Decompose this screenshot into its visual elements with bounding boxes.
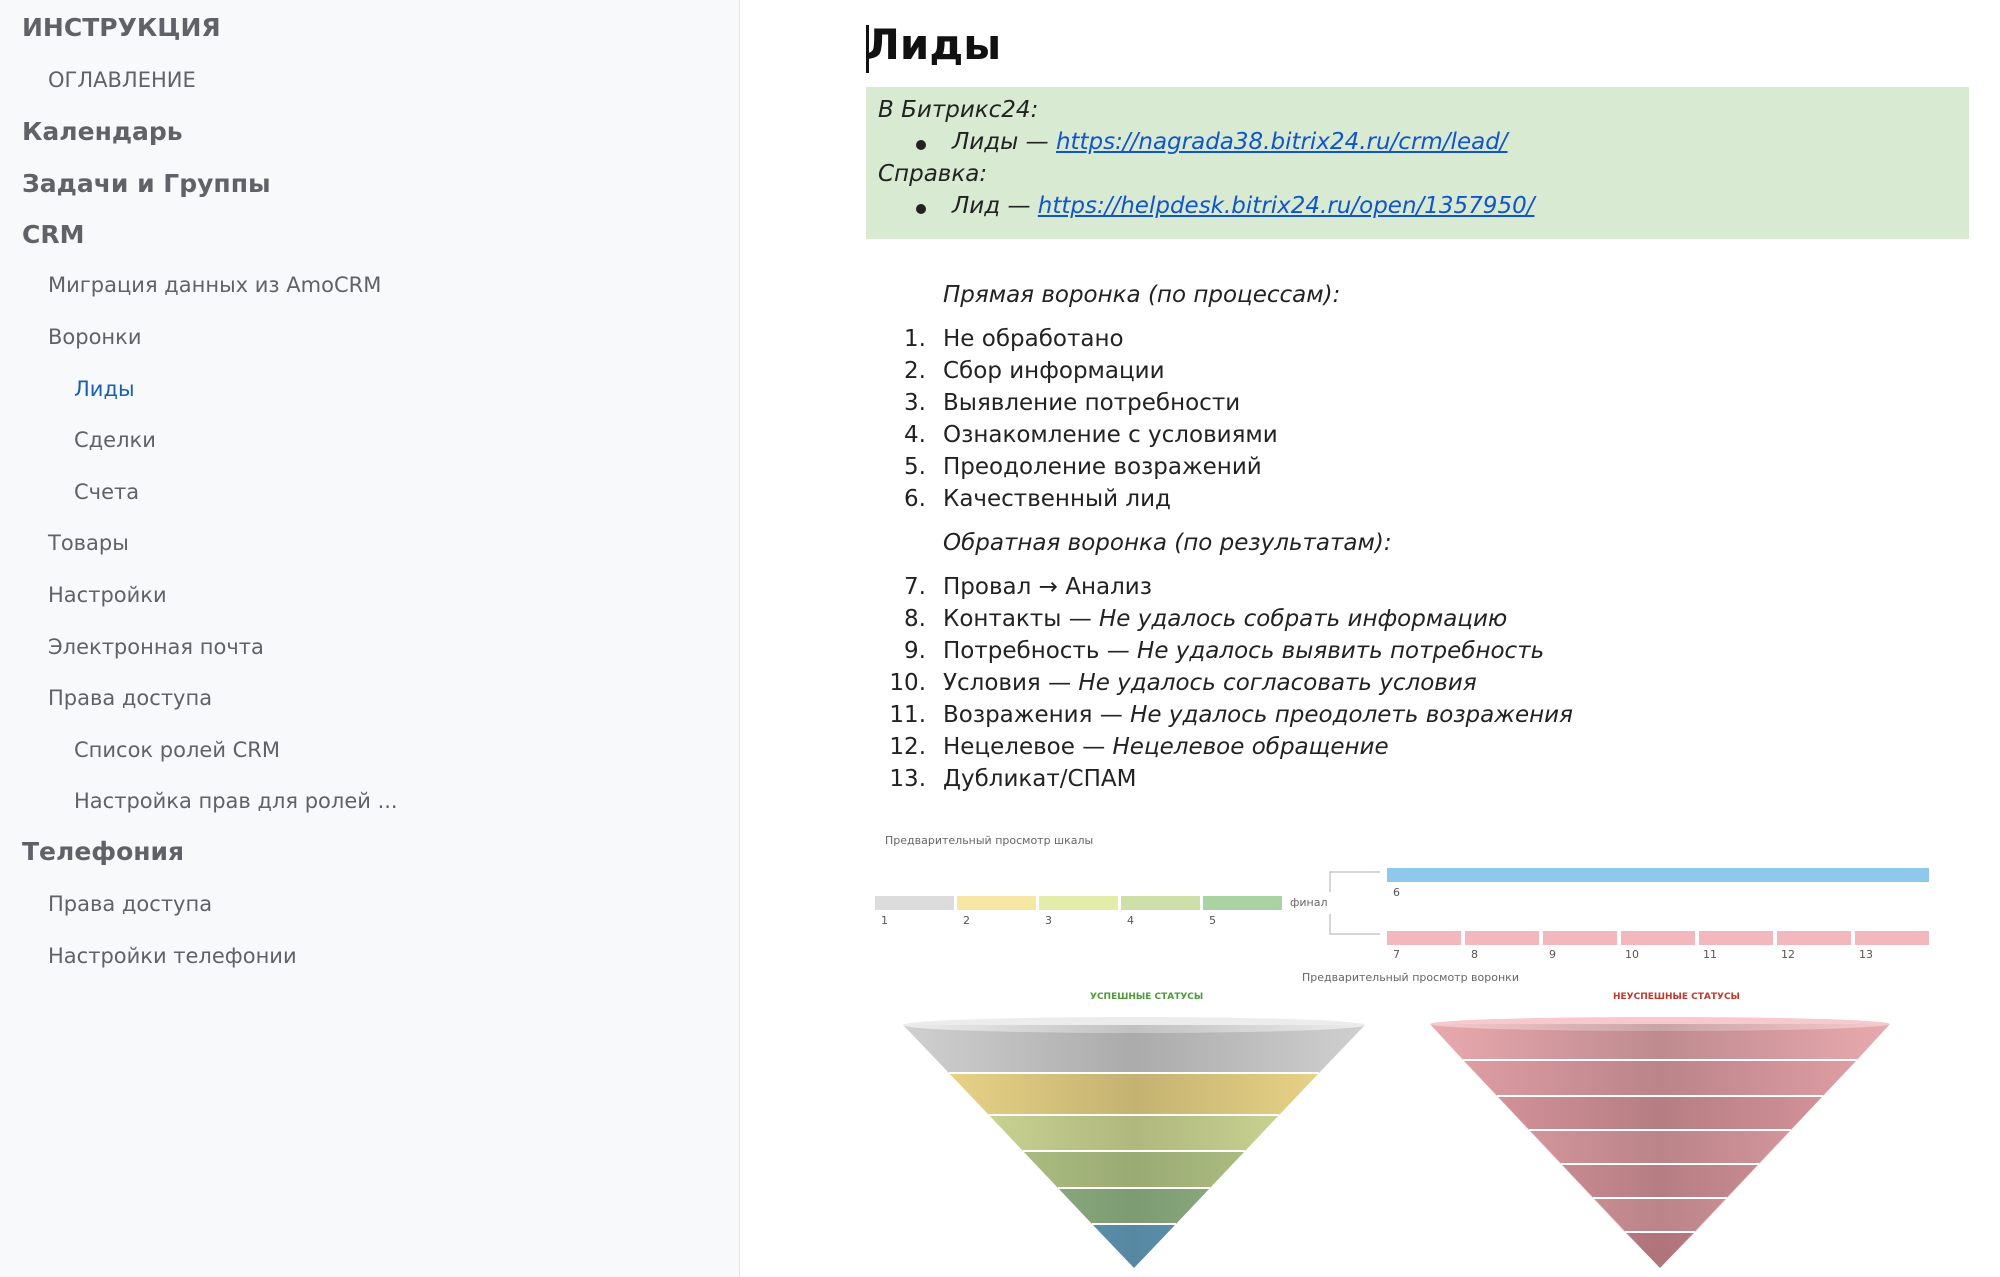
fail-segment-11	[1699, 931, 1773, 945]
scale-connector	[1310, 870, 1390, 940]
sidebar-item-amocrm-migration[interactable]: Миграция данных из AmoCRM	[48, 273, 382, 297]
success-funnel-shade	[903, 1025, 1365, 1268]
list-item-text: Дубликат/СПАМ	[943, 766, 1137, 792]
scale-tick: 10	[1625, 948, 1639, 961]
list-number: 12.	[889, 734, 926, 760]
list-item-italic: Нецелевое обращение	[1112, 734, 1389, 760]
list-number: 4.	[904, 422, 926, 448]
final-label: финал	[1290, 896, 1328, 909]
page-title[interactable]: Лиды	[865, 20, 1002, 69]
scale-tick: 6	[1393, 886, 1400, 899]
fail-statuses-label: НЕУСПЕШНЫЕ СТАТУСЫ	[1613, 992, 1740, 1002]
sidebar-item-telephony[interactable]: Телефония	[22, 837, 185, 866]
list-item	[943, 766, 1136, 792]
list-item-text: Провал → Анализ	[943, 574, 1152, 600]
scale-tick: 11	[1703, 948, 1717, 961]
sidebar-item-calendar[interactable]: Календарь	[22, 117, 183, 146]
callout-item-leads	[952, 129, 1508, 155]
list-item: Качественный лид	[943, 486, 1171, 512]
callout-heading-bitrix: В Битрикс24:	[878, 97, 1039, 123]
fail-segment-13	[1855, 931, 1929, 945]
scale-tick: 3	[1045, 914, 1052, 927]
scale-segment-3	[1039, 896, 1118, 910]
helpdesk-link[interactable]: https://helpdesk.bitrix24.ru/open/1357950/	[1037, 193, 1535, 219]
list-item: Преодоление возражений	[943, 454, 1262, 480]
scale-segment-4	[1121, 896, 1200, 910]
sidebar-item-deals[interactable]: Сделки	[74, 428, 156, 452]
list-item	[943, 638, 1544, 664]
final-success-bar	[1387, 868, 1929, 882]
fail-segment-8	[1465, 931, 1539, 945]
sidebar-item-role-permissions[interactable]: Настройка прав для ролей ...	[74, 789, 398, 813]
info-callout[interactable]	[866, 87, 1969, 239]
list-item: Сбор информации	[943, 358, 1165, 384]
reverse-funnel-heading: Обратная воронка (по результатам):	[943, 530, 1392, 556]
list-item-text: Потребность —	[943, 638, 1138, 664]
fail-segment-10	[1621, 931, 1695, 945]
list-item-text: Возражения —	[943, 702, 1131, 728]
list-item	[943, 670, 1477, 696]
bullet-icon	[916, 204, 926, 214]
list-number: 5.	[904, 454, 926, 480]
callout-item-label: Лиды —	[952, 129, 1056, 155]
sidebar-item-instruction[interactable]: ИНСТРУКЦИЯ	[22, 13, 221, 42]
sidebar-item-toc[interactable]: ОГЛАВЛЕНИЕ	[48, 68, 196, 92]
callout-heading-help: Справка:	[878, 161, 988, 187]
scale-tick: 1	[881, 914, 888, 927]
sidebar-item-access-rights[interactable]: Права доступа	[48, 686, 213, 710]
scale-tick: 2	[963, 914, 970, 927]
fail-segment-12	[1777, 931, 1851, 945]
sidebar-item-crm-roles[interactable]: Список ролей CRM	[74, 738, 281, 762]
sidebar-item-crm[interactable]: CRM	[22, 220, 85, 249]
scale-tick: 12	[1781, 948, 1795, 961]
list-item-italic: Не удалось согласовать условия	[1078, 670, 1477, 696]
scale-segment-2	[957, 896, 1036, 910]
scale-segment-1	[875, 896, 954, 910]
scale-segment-5	[1203, 896, 1282, 910]
list-item: Не обработано	[943, 326, 1124, 352]
list-item	[943, 574, 1152, 600]
list-number: 10.	[889, 670, 926, 696]
list-item	[943, 734, 1389, 760]
scale-tick: 4	[1127, 914, 1134, 927]
list-item-text: Контакты —	[943, 606, 1100, 632]
sidebar	[0, 0, 740, 1277]
sidebar-item-telephony-access[interactable]: Права доступа	[48, 892, 213, 916]
fail-funnel	[1430, 1017, 1890, 1268]
list-number: 9.	[904, 638, 926, 664]
list-item-text: Условия —	[943, 670, 1079, 696]
list-number: 2.	[904, 358, 926, 384]
list-number: 7.	[904, 574, 926, 600]
success-funnel	[903, 1017, 1365, 1268]
callout-item-lead-help	[952, 193, 1534, 219]
scale-tick: 8	[1471, 948, 1478, 961]
list-item-italic: Не удалось выявить потребность	[1137, 638, 1545, 664]
list-item-italic: Не удалось преодолеть возражения	[1130, 702, 1573, 728]
funnel-preview	[895, 1010, 1915, 1275]
sidebar-item-telephony-settings[interactable]: Настройки телефонии	[48, 944, 297, 968]
sidebar-item-settings[interactable]: Настройки	[48, 583, 167, 607]
callout-item-label: Лид —	[952, 193, 1038, 219]
success-statuses-label: УСПЕШНЫЕ СТАТУСЫ	[1090, 992, 1204, 1002]
leads-link[interactable]: https://nagrada38.bitrix24.ru/crm/lead/	[1055, 129, 1508, 155]
sidebar-item-funnels[interactable]: Воронки	[48, 325, 142, 349]
bullet-icon	[916, 140, 926, 150]
list-item	[943, 702, 1573, 728]
scale-tick: 7	[1393, 948, 1400, 961]
list-number: 13.	[889, 766, 926, 792]
list-number: 6.	[904, 486, 926, 512]
sidebar-item-products[interactable]: Товары	[48, 531, 129, 555]
list-number: 1.	[904, 326, 926, 352]
scale-tick: 5	[1209, 914, 1216, 927]
scale-preview-label: Предварительный просмотр шкалы	[885, 834, 1094, 847]
list-item-text: Нецелевое —	[943, 734, 1113, 760]
funnel-preview-label: Предварительный просмотр воронки	[1302, 971, 1519, 984]
fail-segment-9	[1543, 931, 1617, 945]
sidebar-item-leads[interactable]: Лиды	[74, 377, 135, 401]
scale-tick: 13	[1859, 948, 1873, 961]
list-number: 3.	[904, 390, 926, 416]
scale-tick: 9	[1549, 948, 1556, 961]
forward-funnel-heading: Прямая воронка (по процессам):	[943, 282, 1341, 308]
sidebar-item-email[interactable]: Электронная почта	[48, 635, 264, 659]
fail-segment-7	[1387, 931, 1461, 945]
sidebar-item-tasks-groups[interactable]: Задачи и Группы	[22, 169, 271, 198]
list-number: 11.	[889, 702, 926, 728]
list-item: Выявление потребности	[943, 390, 1241, 416]
list-number: 8.	[904, 606, 926, 632]
sidebar-item-invoices[interactable]: Счета	[74, 480, 140, 504]
list-item	[943, 606, 1507, 632]
list-item-italic: Не удалось собрать информацию	[1099, 606, 1508, 632]
list-item: Ознакомление с условиями	[943, 422, 1278, 448]
